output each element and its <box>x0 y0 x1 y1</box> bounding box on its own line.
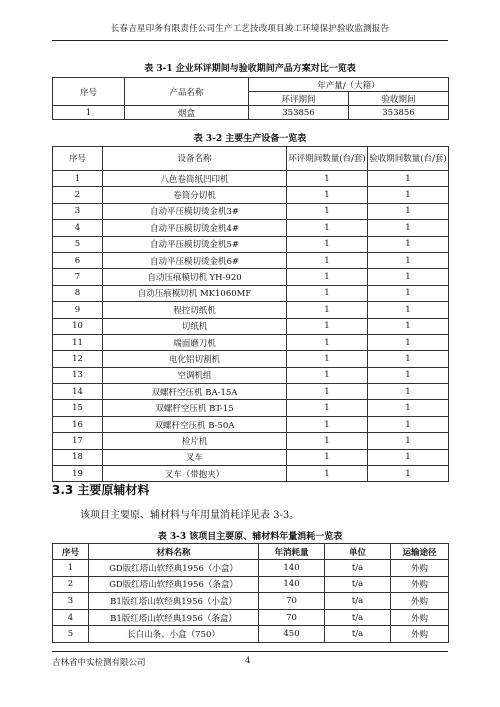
cell-name: 长白山条、小盒（750） <box>89 626 259 643</box>
table-row <box>53 433 449 449</box>
table-row <box>53 302 449 318</box>
t1-header-eia: 环评期间 <box>249 92 349 106</box>
t1-header-name: 产品名称 <box>125 78 249 106</box>
cell-no: 8 <box>53 285 103 301</box>
cell-no: 1 <box>53 171 103 187</box>
cell-name: 双螺杆空压机 BA-15A <box>103 384 287 400</box>
cell-transport: 外购 <box>391 560 449 577</box>
table-row <box>53 609 449 626</box>
cell-eia: 1 <box>287 171 368 187</box>
cell-name: 八色卷筒纸凹印机 <box>103 171 287 187</box>
table-row <box>53 220 449 236</box>
cell-name: GD版红塔山软经典1956（条盒） <box>89 576 259 593</box>
cell-eia: 1 <box>287 187 368 203</box>
cell-no: 4 <box>53 220 103 236</box>
table-row <box>53 449 449 465</box>
cell-acceptance: 1 <box>368 334 449 350</box>
table-row <box>53 252 449 268</box>
cell-consumption: 70 <box>259 609 325 626</box>
t2-header-name: 设备名称 <box>103 147 287 171</box>
cell-name: 程控切纸机 <box>103 302 287 318</box>
t3-header-transport: 运输途径 <box>391 544 449 560</box>
cell-eia: 1 <box>287 466 368 482</box>
materials-table <box>52 543 449 643</box>
cell-no: 14 <box>53 384 103 400</box>
cell-name: 双螺杆空压机 BT-15 <box>103 400 287 416</box>
cell-eia: 1 <box>287 220 368 236</box>
running-header: 长春吉星印务有限责任公司生产工艺技改项目竣工环境保护验收监测报告 <box>110 24 390 34</box>
cell-no: 3 <box>53 593 89 610</box>
cell-acceptance: 1 <box>368 433 449 449</box>
cell-no: 9 <box>53 302 103 318</box>
cell-eia: 1 <box>287 285 368 301</box>
cell-acceptance: 1 <box>368 252 449 268</box>
cell-no: 4 <box>53 609 89 626</box>
table-row <box>53 269 449 285</box>
t2-header-eia: 环评期间数量(台/套) <box>287 147 368 171</box>
cell-eia: 1 <box>287 252 368 268</box>
cell-name: B1版红塔山软经典1956（条盒） <box>89 609 259 626</box>
cell-unit: t/a <box>325 576 391 593</box>
table1-caption: 表 3-1 企业环评期间与验收期间产品方案对比一览表 <box>144 64 356 74</box>
cell-name: 卷筒分切机 <box>103 187 287 203</box>
table-row <box>53 106 449 120</box>
cell-name: 烟盒 <box>125 106 249 120</box>
table-row <box>53 334 449 350</box>
t2-header-acceptance: 验收期间数量(台/套) <box>368 147 449 171</box>
cell-consumption: 140 <box>259 560 325 577</box>
cell-acceptance: 1 <box>368 400 449 416</box>
cell-no: 16 <box>53 416 103 432</box>
cell-no: 11 <box>53 334 103 350</box>
cell-no: 12 <box>53 351 103 367</box>
t3-header-name: 材料名称 <box>89 544 259 560</box>
table3-caption: 表 3-3 该项目主要原、辅材料年量消耗一览表 <box>157 532 343 542</box>
cell-no: 15 <box>53 400 103 416</box>
cell-eia: 1 <box>287 351 368 367</box>
cell-transport: 外购 <box>391 576 449 593</box>
footer-company: 吉林省中实检测有限公司 <box>52 658 146 668</box>
cell-eia: 1 <box>287 384 368 400</box>
table-row <box>53 560 449 577</box>
cell-name: 自动压痕模切机 MK1060MF <box>103 285 287 301</box>
cell-no: 2 <box>53 576 89 593</box>
cell-name: 空调机组 <box>103 367 287 383</box>
header-rule <box>52 40 448 41</box>
cell-transport: 外购 <box>391 626 449 643</box>
cell-name: 自动压痕模切机 YH-920 <box>103 269 287 285</box>
cell-name: 检片机 <box>103 433 287 449</box>
cell-eia: 1 <box>287 334 368 350</box>
cell-acceptance: 1 <box>368 302 449 318</box>
t2-header-no: 序号 <box>53 147 103 171</box>
cell-acceptance: 1 <box>368 384 449 400</box>
cell-eia: 1 <box>287 203 368 219</box>
table-row <box>53 593 449 610</box>
cell-no: 6 <box>53 252 103 268</box>
cell-acceptance: 1 <box>368 269 449 285</box>
cell-name: GD版红塔山软经典1956（小盒） <box>89 560 259 577</box>
cell-eia: 1 <box>287 302 368 318</box>
cell-name: 叉车（带抱夹） <box>103 466 287 482</box>
cell-acceptance: 1 <box>368 351 449 367</box>
cell-name: 电化铝切割机 <box>103 351 287 367</box>
table-row <box>53 626 449 643</box>
cell-unit: t/a <box>325 609 391 626</box>
table-row <box>53 285 449 301</box>
table-row <box>53 400 449 416</box>
cell-no: 13 <box>53 367 103 383</box>
table-row <box>53 576 449 593</box>
cell-unit: t/a <box>325 593 391 610</box>
cell-consumption: 70 <box>259 593 325 610</box>
product-comparison-table <box>52 77 449 120</box>
cell-acceptance: 1 <box>368 203 449 219</box>
cell-transport: 外购 <box>391 609 449 626</box>
table-row <box>53 466 449 482</box>
t3-header-unit: 单位 <box>325 544 391 560</box>
cell-acceptance: 1 <box>368 318 449 334</box>
cell-name: 自动平压模切烫金机5# <box>103 236 287 252</box>
cell-unit: t/a <box>325 560 391 577</box>
cell-acceptance: 1 <box>368 285 449 301</box>
cell-acceptance: 353856 <box>349 106 449 120</box>
footer-rule <box>52 651 448 652</box>
cell-name: 端面磨刀机 <box>103 334 287 350</box>
cell-eia: 1 <box>287 449 368 465</box>
cell-name: B1版红塔山软经典1956（小盒） <box>89 593 259 610</box>
cell-eia: 1 <box>287 433 368 449</box>
cell-no: 7 <box>53 269 103 285</box>
table-row <box>53 236 449 252</box>
section-paragraph: 该项目主要原、辅材料与年用量消耗详见表 3-3。 <box>80 510 300 521</box>
cell-name: 自动平压模切烫金机6# <box>103 252 287 268</box>
cell-no: 1 <box>53 560 89 577</box>
cell-name: 双螺杆空压机 B-50A <box>103 416 287 432</box>
t1-header-acceptance: 验收期间 <box>349 92 449 106</box>
cell-eia: 1 <box>287 416 368 432</box>
cell-no: 5 <box>53 236 103 252</box>
cell-transport: 外购 <box>391 593 449 610</box>
cell-acceptance: 1 <box>368 367 449 383</box>
cell-consumption: 140 <box>259 576 325 593</box>
t3-header-consumption: 年消耗量 <box>259 544 325 560</box>
cell-acceptance: 1 <box>368 220 449 236</box>
table-row <box>53 203 449 219</box>
t3-header-no: 序号 <box>53 544 89 560</box>
cell-no: 1 <box>53 106 125 120</box>
cell-eia: 353856 <box>249 106 349 120</box>
equipment-table <box>52 146 449 482</box>
table-row <box>53 351 449 367</box>
cell-eia: 1 <box>287 400 368 416</box>
cell-eia: 1 <box>287 236 368 252</box>
cell-eia: 1 <box>287 367 368 383</box>
table-row <box>53 318 449 334</box>
table2-caption: 表 3-2 主要生产设备一览表 <box>193 134 307 144</box>
cell-consumption: 450 <box>259 626 325 643</box>
cell-acceptance: 1 <box>368 449 449 465</box>
cell-no: 5 <box>53 626 89 643</box>
table-row <box>53 384 449 400</box>
cell-eia: 1 <box>287 318 368 334</box>
cell-acceptance: 1 <box>368 187 449 203</box>
cell-no: 18 <box>53 449 103 465</box>
cell-acceptance: 1 <box>368 236 449 252</box>
cell-no: 2 <box>53 187 103 203</box>
t1-header-output: 年产量/（大箱） <box>249 78 449 92</box>
cell-acceptance: 1 <box>368 416 449 432</box>
cell-name: 切纸机 <box>103 318 287 334</box>
section-heading: 3.3 主要原辅材料 <box>52 483 150 497</box>
cell-unit: t/a <box>325 626 391 643</box>
table-row <box>53 187 449 203</box>
table-row <box>53 416 449 432</box>
cell-no: 19 <box>53 466 103 482</box>
cell-name: 自动平压模切烫金机3# <box>103 203 287 219</box>
cell-acceptance: 1 <box>368 171 449 187</box>
cell-no: 10 <box>53 318 103 334</box>
cell-name: 自动平压模切烫金机4# <box>103 220 287 236</box>
page-number: 4 <box>245 656 251 666</box>
cell-name: 叉车 <box>103 449 287 465</box>
table-row <box>53 171 449 187</box>
cell-eia: 1 <box>287 269 368 285</box>
t1-header-no: 序号 <box>53 78 125 106</box>
cell-no: 3 <box>53 203 103 219</box>
cell-no: 17 <box>53 433 103 449</box>
cell-acceptance: 1 <box>368 466 449 482</box>
table-row <box>53 367 449 383</box>
